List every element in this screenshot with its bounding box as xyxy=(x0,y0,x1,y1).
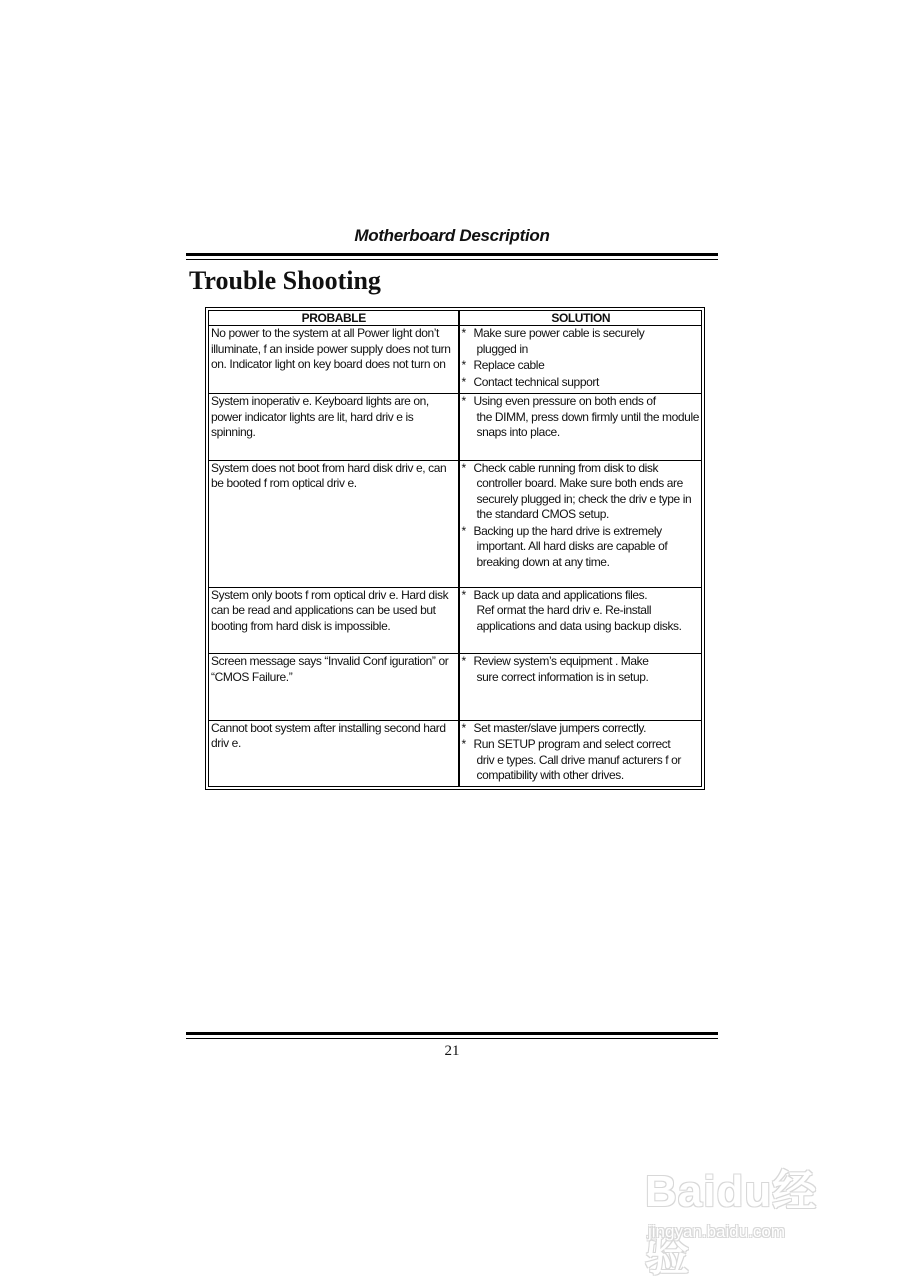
solution-text xyxy=(473,721,701,737)
solution-first-line: Backing up the hard drive is extremely xyxy=(473,523,662,538)
problem-cell: System only boots f rom optical driv e. Hard disk can be read and applications can be used but booting from hard disk is impossible. xyxy=(209,587,459,653)
bullet-asterisk: * xyxy=(461,737,466,752)
table-row xyxy=(209,720,702,786)
solution-item xyxy=(462,375,701,391)
table-header-row xyxy=(209,311,702,326)
bullet-asterisk: * xyxy=(461,460,466,475)
solution-cell xyxy=(459,587,702,653)
solution-first-line: Set master/slave jumpers correctly. xyxy=(473,720,646,735)
solution-cell xyxy=(459,460,702,587)
solution-text xyxy=(473,524,701,571)
solution-continuation: controller board. Make sure both ends are securely plugged in; check the driv e type in the standard CMOS setup. xyxy=(476,476,692,522)
solution-cell xyxy=(459,654,702,720)
solution-cell xyxy=(459,326,702,394)
problem-cell: Cannot boot system after installing second hard driv e. xyxy=(209,720,459,786)
table-row xyxy=(209,460,702,587)
solution-text xyxy=(473,654,701,685)
solution-text xyxy=(473,375,701,391)
solution-item xyxy=(462,326,701,357)
problem-cell: No power to the system at all Power light don’t illuminate, f an inside power supply does not turn on. Indicator light on key board does not turn on xyxy=(209,326,459,394)
solution-text xyxy=(473,358,701,374)
bullet-asterisk: * xyxy=(461,326,466,340)
solution-item xyxy=(462,358,701,374)
header-rule-thick xyxy=(186,253,718,256)
page-title: Trouble Shooting xyxy=(189,266,381,295)
solution-item xyxy=(462,737,701,784)
problem-cell: System does not boot from hard disk driv e, can be booted f rom optical driv e. xyxy=(209,460,459,587)
solution-text xyxy=(473,326,701,357)
footer-rule-thin xyxy=(186,1038,718,1039)
watermark-url: jingyan.baidu.com xyxy=(648,1222,786,1241)
bullet-asterisk: * xyxy=(461,720,466,735)
footer-rule-thick xyxy=(186,1032,718,1035)
solution-first-line: Review system’s equipment . Make xyxy=(473,654,649,669)
header-rule-thin xyxy=(186,259,718,260)
solution-text xyxy=(473,461,701,523)
solution-item xyxy=(462,588,701,635)
page-header-title: Motherboard Description xyxy=(354,226,550,245)
solution-continuation: Ref ormat the hard driv e. Re-install applications and data using backup disks. xyxy=(476,603,682,633)
bullet-asterisk: * xyxy=(461,374,466,389)
bullet-asterisk: * xyxy=(461,358,466,372)
table-row xyxy=(209,394,702,460)
solution-item xyxy=(462,461,701,523)
solution-first-line: Run SETUP program and select correct xyxy=(473,737,671,752)
solution-continuation: the DIMM, press down firmly until the module snaps into place. xyxy=(476,409,699,440)
solution-first-line: Make sure power cable is securely xyxy=(473,326,645,340)
solution-cell xyxy=(459,720,702,786)
solution-first-line: Contact technical support xyxy=(473,374,599,389)
bullet-asterisk: * xyxy=(461,394,466,409)
solution-first-line: Using even pressure on both ends of xyxy=(473,394,656,409)
solution-text xyxy=(473,394,701,441)
solution-continuation: driv e types. Call drive manuf acturers f or compatibility with other drives. xyxy=(476,752,681,783)
solution-item xyxy=(462,654,701,685)
header-solution: SOLUTION xyxy=(459,311,702,326)
table-row xyxy=(209,587,702,653)
watermark xyxy=(640,1150,860,1280)
watermark-logo: Baidu经验 xyxy=(645,1167,818,1280)
solution-item xyxy=(462,524,701,571)
troubleshooting-table xyxy=(205,307,705,790)
header-probable: PROBABLE xyxy=(209,311,459,326)
solution-cell xyxy=(459,394,702,460)
solution-first-line: Replace cable xyxy=(473,358,545,372)
solution-continuation: sure correct information is in setup. xyxy=(476,669,649,684)
solution-item xyxy=(462,721,701,737)
bullet-asterisk: * xyxy=(461,654,466,669)
solution-first-line: Check cable running from disk to disk xyxy=(473,460,659,475)
problem-cell: System inoperativ e. Keyboard lights are on, power indicator lights are lit, hard driv e is spinning. xyxy=(209,394,459,460)
page-number: 21 xyxy=(444,1043,460,1059)
table-row xyxy=(209,326,702,394)
bullet-asterisk: * xyxy=(461,587,466,602)
bullet-asterisk: * xyxy=(461,523,466,538)
solution-text xyxy=(473,737,701,784)
solution-continuation: plugged in xyxy=(476,341,528,356)
solution-first-line: Back up data and applications files. xyxy=(473,587,648,602)
table-row xyxy=(209,654,702,720)
solution-continuation: important. All hard disks are capable of breaking down at any time. xyxy=(476,539,668,569)
solution-item xyxy=(462,394,701,441)
solution-text xyxy=(473,588,701,635)
problem-cell: Screen message says “Invalid Conf iguration” or “CMOS Failure.” xyxy=(209,654,459,720)
